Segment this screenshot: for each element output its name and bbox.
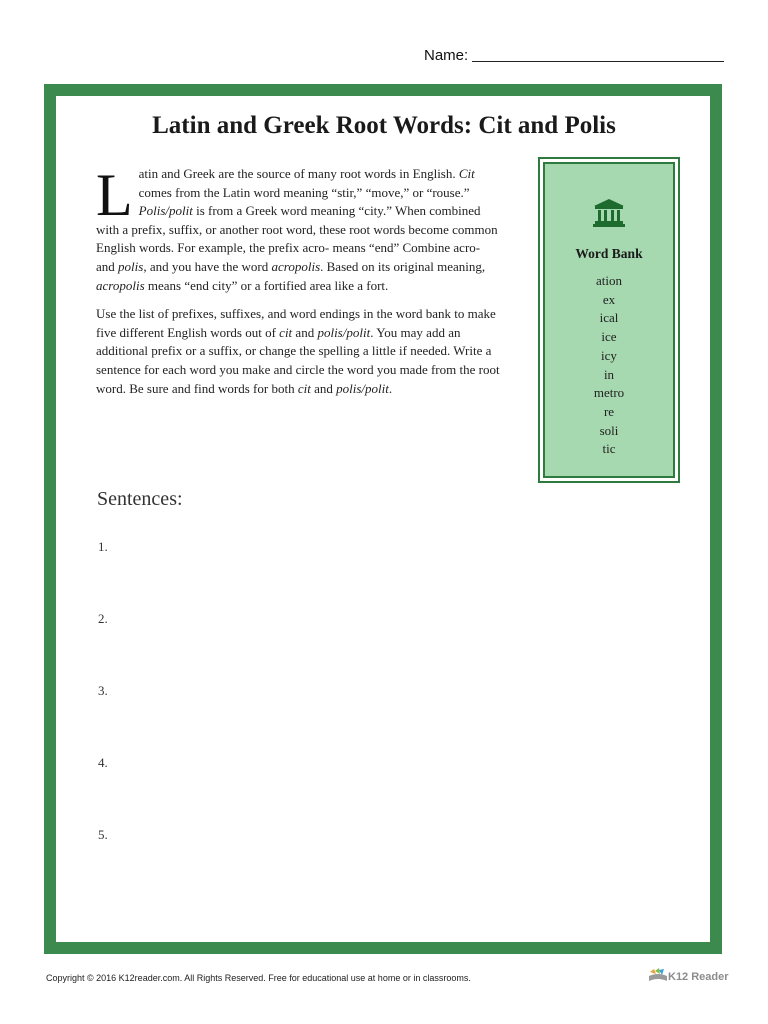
p1-italic: Cit — [458, 166, 475, 181]
word-bank-title: Word Bank — [575, 246, 643, 261]
word-bank-item: in — [603, 366, 615, 382]
sentence-3-number: 3. — [98, 683, 108, 698]
border-left — [44, 84, 56, 954]
p2-text: and — [292, 324, 318, 340]
p1-text: is from a Greek word meaning “city.” When combined with a prefix, suffix, or another root word, these root words become common English words. For example, the prefix acro- means “end” Combine acro- and — [96, 203, 498, 274]
sentence-1-number: 1. — [98, 539, 108, 554]
building-columns-icon — [592, 198, 626, 233]
p1-text: atin and Greek are the source of many root words in English. — [138, 166, 459, 181]
p1-text: . Based on its original meaning, — [320, 258, 486, 274]
sentence-5-number: 5. — [98, 827, 108, 842]
intro-paragraph-1 — [96, 162, 500, 295]
p1-italic: Polis/polit — [138, 203, 193, 219]
border-right — [710, 84, 722, 954]
sentences-heading: Sentences: — [97, 488, 183, 510]
intro-paragraph-2 — [96, 305, 500, 398]
book-icon — [648, 968, 668, 985]
word-bank-item: soli — [599, 422, 619, 438]
word-bank-box — [538, 157, 680, 483]
p2-italic: cit — [297, 380, 311, 396]
k12reader-logo — [648, 968, 729, 985]
p1-text: means “end city” or a fortified area like a fort. — [144, 277, 389, 293]
word-bank-list — [545, 272, 673, 459]
name-field[interactable] — [424, 40, 724, 64]
copyright-footer: Copyright © 2016 K12reader.com. All Rights Reserved. Free for educational use at home or in classrooms. — [46, 973, 471, 983]
p2-text: and — [310, 380, 337, 396]
p1-text: , and you have the word — [143, 258, 272, 274]
word-bank-item: metro — [593, 385, 625, 401]
sentence-2-number: 2. — [98, 611, 108, 626]
p2-text: Use the list of prefixes, suffixes, and word endings in the word bank to make five different English words out of — [96, 306, 496, 340]
p1-italic: acropolis — [96, 277, 145, 293]
logo-text: K12 Reader — [668, 970, 729, 983]
word-bank-item: ex — [602, 291, 616, 307]
p2-italic: polis/polit — [317, 324, 371, 340]
border-top — [44, 84, 722, 96]
drop-cap: L — [96, 162, 133, 228]
word-bank-item: re — [603, 403, 615, 419]
word-bank-panel — [543, 162, 675, 478]
p1-italic: acropolis — [271, 258, 321, 274]
name-underline — [472, 45, 724, 62]
word-bank-item: ation — [596, 273, 622, 288]
word-bank-item: icy — [601, 347, 617, 363]
name-label: Name: — [424, 47, 469, 64]
border-bottom — [44, 942, 722, 954]
intro-text — [96, 162, 500, 408]
p1-text: comes from the Latin word meaning “stir,” “move,” or “rouse.” — [138, 184, 470, 200]
sentence-4-number: 4. — [98, 755, 108, 770]
p2-text: . — [388, 380, 393, 396]
p2-italic: cit — [279, 324, 293, 340]
p1-italic: polis — [118, 258, 144, 274]
page-title: Latin and Greek Root Words: Cit and Polis — [152, 112, 616, 139]
word-bank-item: ice — [601, 329, 617, 345]
word-bank-item: ical — [599, 310, 619, 326]
p2-italic: polis/polit — [336, 380, 389, 396]
p2-text: . You may add an additional prefix or a suffix, or change the spelling a little if needed. Write a sentence for each word you make and circle the word you made from the root word. Be sure and find words for both — [96, 324, 500, 396]
word-bank-item: tic — [602, 441, 616, 457]
